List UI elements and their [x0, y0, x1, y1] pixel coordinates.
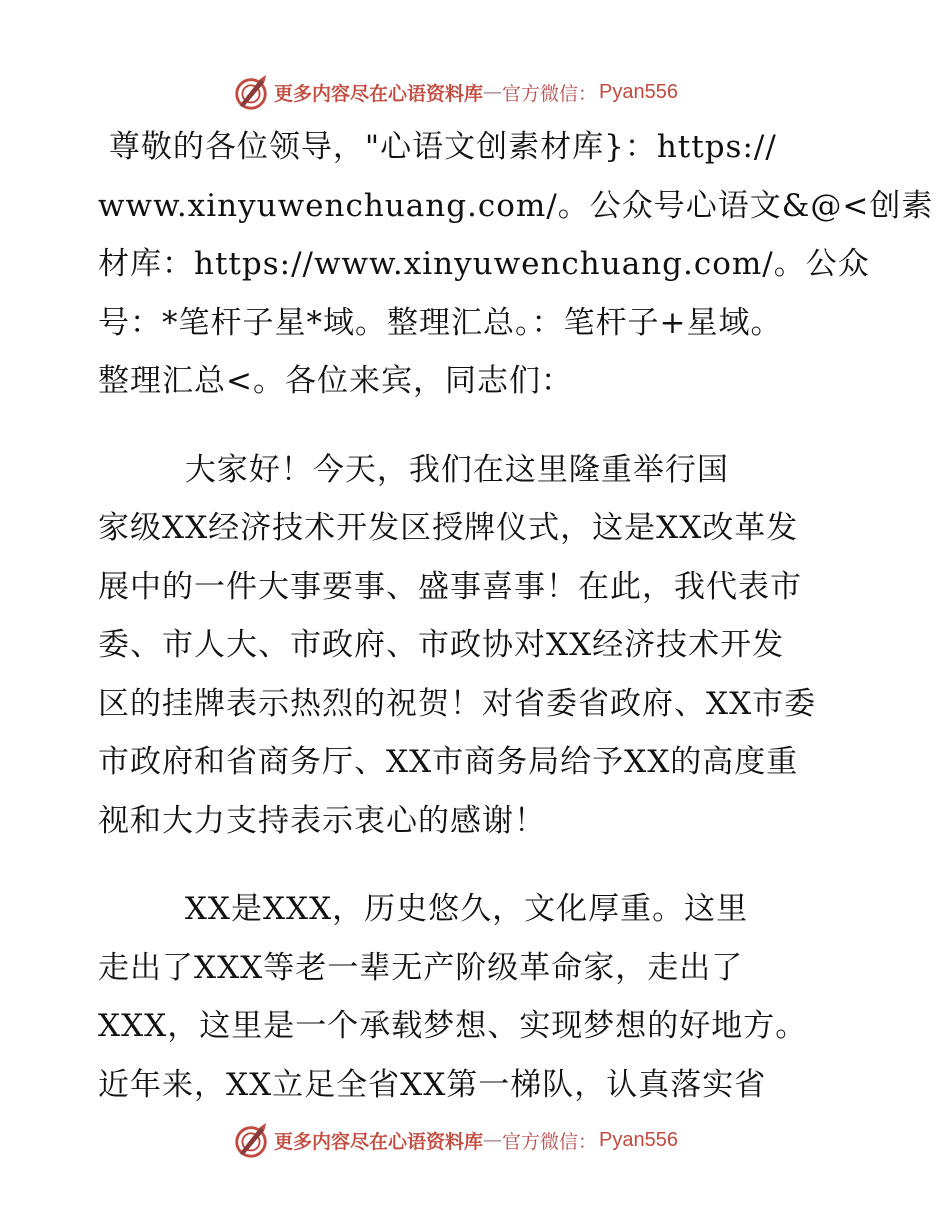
header-wechat-id: Pyan556	[599, 80, 678, 103]
text-line: 整理汇总<。各位来宾，同志们：	[98, 363, 573, 399]
paragraph-history	[98, 880, 858, 1114]
header-dash: —	[483, 81, 503, 103]
footer-wechat-id: Pyan556	[599, 1128, 678, 1151]
text-line: 视和大力支持表示衷心的感谢！	[98, 802, 546, 839]
footer-brand-text: 更多内容尽在心语资料库	[274, 1130, 484, 1153]
text-line: 走出了XXX等老一辈无产阶级革命家，走出了	[98, 949, 744, 986]
paragraph-greeting	[98, 441, 858, 851]
text-line: XX是XXX，历史悠久，文化厚重。这里	[98, 891, 749, 927]
header-wechat-label: 官方微信：	[502, 82, 598, 105]
quill-logo-icon	[232, 1121, 270, 1159]
header-banner	[0, 70, 950, 114]
text-line: 号：*笔杆子星*域。整理汇总。：笔杆子+星域。	[98, 304, 783, 341]
text-line: 区的挂牌表示热烈的祝贺！对省委省政府、XX市委	[98, 685, 817, 722]
text-line: 近年来，XX立足全省XX第一梯队，认真落实省	[98, 1066, 767, 1103]
text-line: 市政府和省商务厅、XX市商务局给予XX的高度重	[98, 744, 799, 780]
text-line: 展中的一件大事要事、盛事喜事！在此，我代表市	[98, 568, 802, 605]
quill-logo-icon	[232, 73, 270, 111]
footer-dash: —	[483, 1129, 503, 1151]
footer-wechat-label: 官方微信：	[502, 1130, 598, 1153]
text-line: www.xinyuwenchuang.com/。公众号心语文&@<创素	[98, 187, 934, 224]
text-line: 尊敬的各位领导，"心语文创素材库}：https://	[98, 129, 777, 165]
text-line: 材库：https://www.xinyuwenchuang.com/。公众	[98, 246, 870, 282]
text-line: 委、市人大、市政府、市政协对XX经济技术开发	[98, 627, 785, 663]
text-line: 家级XX经济技术开发区授牌仪式，这是XX改革发	[98, 510, 799, 546]
text-line: 大家好！今天，我们在这里隆重举行国	[98, 451, 729, 488]
document-body	[98, 118, 934, 1114]
header-brand-text: 更多内容尽在心语资料库	[274, 82, 484, 105]
paragraph-salutation	[98, 118, 934, 411]
footer-banner	[0, 1118, 950, 1162]
text-line: XXX，这里是一个承载梦想、实现梦想的好地方。	[98, 1008, 808, 1044]
